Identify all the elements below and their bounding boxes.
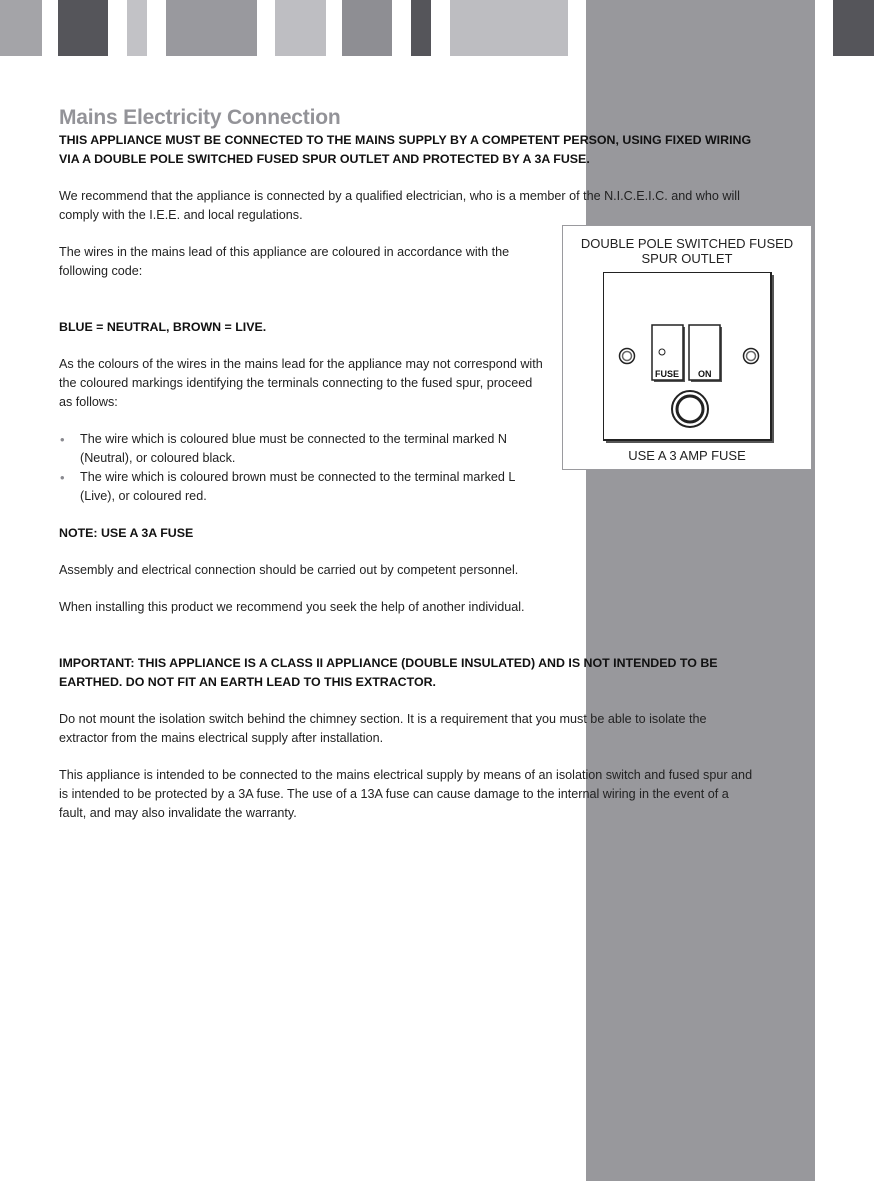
wire-instructions-list — [59, 430, 543, 506]
header-block-8 — [450, 0, 568, 56]
colours-note-text: As the colours of the wires in the mains lead for the appliance may not correspond with the coloured markings identifying the terminals connecting to the fused spur, proceed as follows: — [59, 357, 543, 409]
header-block-2 — [58, 0, 108, 56]
wires-intro-text: The wires in the mains lead of this appliance are coloured in accordance with the following code: — [59, 245, 510, 278]
header-block-4 — [166, 0, 257, 56]
fuse-note-text: NOTE: USE A 3A FUSE — [59, 526, 194, 540]
isolation-text: Do not mount the isolation switch behind the chimney section. It is a requirement that you must be able to isolate the extractor from the mains electrical supply after installation. — [59, 712, 707, 745]
list-item-text: The wire which is coloured blue must be connected to the terminal marked N (Neutral), or coloured black. — [80, 432, 507, 465]
header-block-9 — [833, 0, 874, 56]
spur-outlet-diagram — [603, 272, 775, 444]
important-text: IMPORTANT: THIS APPLIANCE IS A CLASS II APPLIANCE (DOUBLE INSULATED) AND IS NOT INTENDED TO BE EARTHED. DO NOT FIT AN EARTH LEAD TO THIS EXTRACTOR. — [59, 656, 718, 689]
bullet-icon: • — [60, 432, 65, 447]
header-block-7 — [411, 0, 431, 56]
cable-outlet-icon — [672, 391, 708, 427]
install-text: When installing this product we recommend you seek the help of another individual. — [59, 600, 525, 614]
page-title: Mains Electricity Connection — [59, 106, 341, 129]
figure-caption-top: DOUBLE POLE SWITCHED FUSED SPUR OUTLET — [580, 236, 794, 266]
assembly-text: Assembly and electrical connection should be carried out by competent personnel. — [59, 563, 519, 577]
warning-text: THIS APPLIANCE MUST BE CONNECTED TO THE MAINS SUPPLY BY A COMPETENT PERSON, USING FIXED WIRING VIA A DOUBLE POLE SWITCHED FUSED SPUR OUTLET AND PROTECTED BY A 3A FUSE. — [59, 133, 752, 166]
fuse-label: FUSE — [655, 369, 680, 379]
colour-code-text: BLUE = NEUTRAL, BROWN = LIVE. — [59, 320, 267, 334]
header-block-1 — [0, 0, 42, 56]
figure-caption-bottom: USE A 3 AMP FUSE — [628, 448, 746, 463]
recommend-text: We recommend that the appliance is connected by a qualified electrician, who is a member of the N.I.C.E.I.C. and who will comply with the I.E.E. and local regulations. — [59, 189, 740, 222]
list-item — [59, 430, 543, 468]
right-screw-icon — [744, 349, 759, 364]
header-block-3 — [127, 0, 147, 56]
on-label: ON — [698, 369, 712, 379]
header-block-5 — [275, 0, 326, 56]
intended-use-text: This appliance is intended to be connected to the mains electrical supply by means of an isolation switch and fused spur and is intended to be protected by a 3A fuse. The use of a 13A fuse can cause damage to the internal wiring in the event of a fault, and may also invalidate the warranty. — [59, 768, 753, 820]
list-item — [59, 468, 543, 506]
bullet-icon: • — [60, 470, 65, 485]
spur-outlet-figure — [562, 225, 812, 470]
header-block-6 — [342, 0, 392, 56]
list-item-text: The wire which is coloured brown must be connected to the terminal marked L (Live), or coloured red. — [80, 470, 515, 503]
left-screw-icon — [620, 349, 635, 364]
